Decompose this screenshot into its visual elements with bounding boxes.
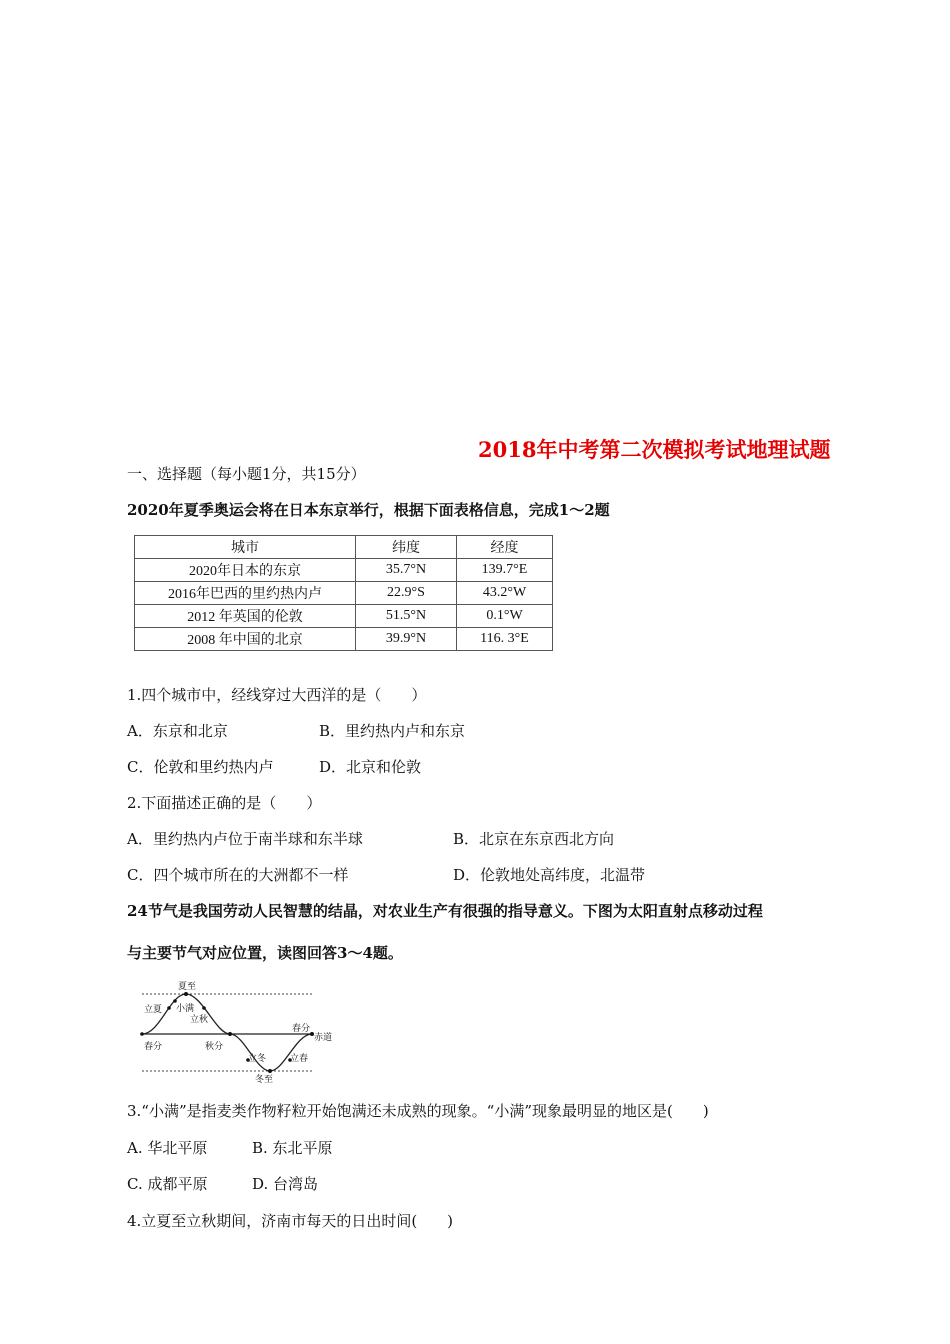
table-cell: 43.2°W [457,582,553,605]
table-cell: 22.9°S [356,582,457,605]
label-lidong: 立冬 [248,1054,267,1064]
table-cell: 139.7°E [457,559,553,582]
question-1-option-b: B．里约热内卢和东京 [319,722,466,740]
table-cell: 39.9°N [356,628,457,651]
table-cell: 116. 3°E [457,628,553,651]
question-1-option-a: A．东京和北京 [127,722,228,740]
question-3-option-b: B. 东北平原 [252,1139,333,1157]
label-xiaoman: 小满 [176,1004,195,1014]
table-cell: 0.1°W [457,605,553,628]
point-dongzhi [268,1069,272,1073]
label-lixia: 立夏 [144,1005,163,1015]
label-equator: 赤道 [314,1033,333,1043]
table-cell: 2016年巴西的里约热内卢 [135,582,356,605]
page-title: 2018年中考第二次模拟考试地理试题 [478,437,831,462]
table-cell: 51.5°N [356,605,457,628]
question-group-intro-2-line-2: 与主要节气对应位置，读图回答3～4题。 [127,944,403,962]
question-2-option-d: D．伦敦地处高纬度，北温带 [453,866,646,884]
table-row [135,559,553,582]
label-qiufen: 秋分 [205,1042,224,1052]
table-row [135,628,553,651]
table-cell: 2012 年英国的伦敦 [135,605,356,628]
question-3-option-a: A. 华北平原 [127,1139,208,1157]
city-coordinates-table [134,535,553,651]
question-2-option-b: B．北京在东京西北方向 [453,830,615,848]
question-1-stem: 1.四个城市中，经线穿过大西洋的是（ ） [127,686,427,704]
point-chunfen-left [140,1032,144,1036]
question-group-intro-2-line-1: 24节气是我国劳动人民智慧的结晶，对农业生产有很强的指导意义。下图为太阳直射点移动过程 [127,902,763,920]
label-lichun: 立春 [290,1054,309,1064]
solar-terms-diagram [138,978,338,1084]
table-row [135,582,553,605]
point-liqiu [202,1006,206,1010]
question-4-stem: 4.立夏至立秋期间，济南市每天的日出时间( ) [127,1212,454,1230]
question-1-option-c: C．伦敦和里约热内卢 [127,758,274,776]
column-header-latitude: 纬度 [356,536,457,559]
column-header-city: 城市 [135,536,356,559]
point-lixia [167,1006,171,1010]
question-1-option-d: D．北京和伦敦 [319,758,422,776]
question-3-stem: 3.“小满”是指麦类作物籽粒开始饱满还未成熟的现象。“小满”现象最明显的地区是( ) [127,1102,709,1120]
table-row [135,605,553,628]
table-header-row [135,536,553,559]
point-xiaoman [173,999,177,1003]
table-cell: 2008 年中国的北京 [135,628,356,651]
question-2-option-c: C．四个城市所在的大洲都不一样 [127,866,349,884]
label-xiazhi: 夏至 [178,982,197,992]
direct-sunlight-curve [142,994,312,1071]
point-qiufen [228,1032,232,1036]
label-dongzhi: 冬至 [255,1075,274,1084]
question-3-option-d: D. 台湾岛 [252,1175,319,1193]
label-chunfen-left: 春分 [144,1042,163,1052]
table-cell: 35.7°N [356,559,457,582]
section-heading: 一、选择题（每小题1分，共15分） [127,465,366,483]
table-cell: 2020年日本的东京 [135,559,356,582]
question-3-option-c: C. 成都平原 [127,1175,208,1193]
question-2-stem: 2.下面描述正确的是（ ） [127,794,322,812]
column-header-longitude: 经度 [457,536,553,559]
question-group-intro: 2020年夏季奥运会将在日本东京举行，根据下面表格信息，完成1～2题 [127,501,610,519]
label-liqiu: 立秋 [190,1015,209,1025]
question-2-option-a: A．里约热内卢位于南半球和东半球 [127,830,363,848]
point-xiazhi [184,992,188,996]
label-chunfen-right: 春分 [292,1024,311,1034]
